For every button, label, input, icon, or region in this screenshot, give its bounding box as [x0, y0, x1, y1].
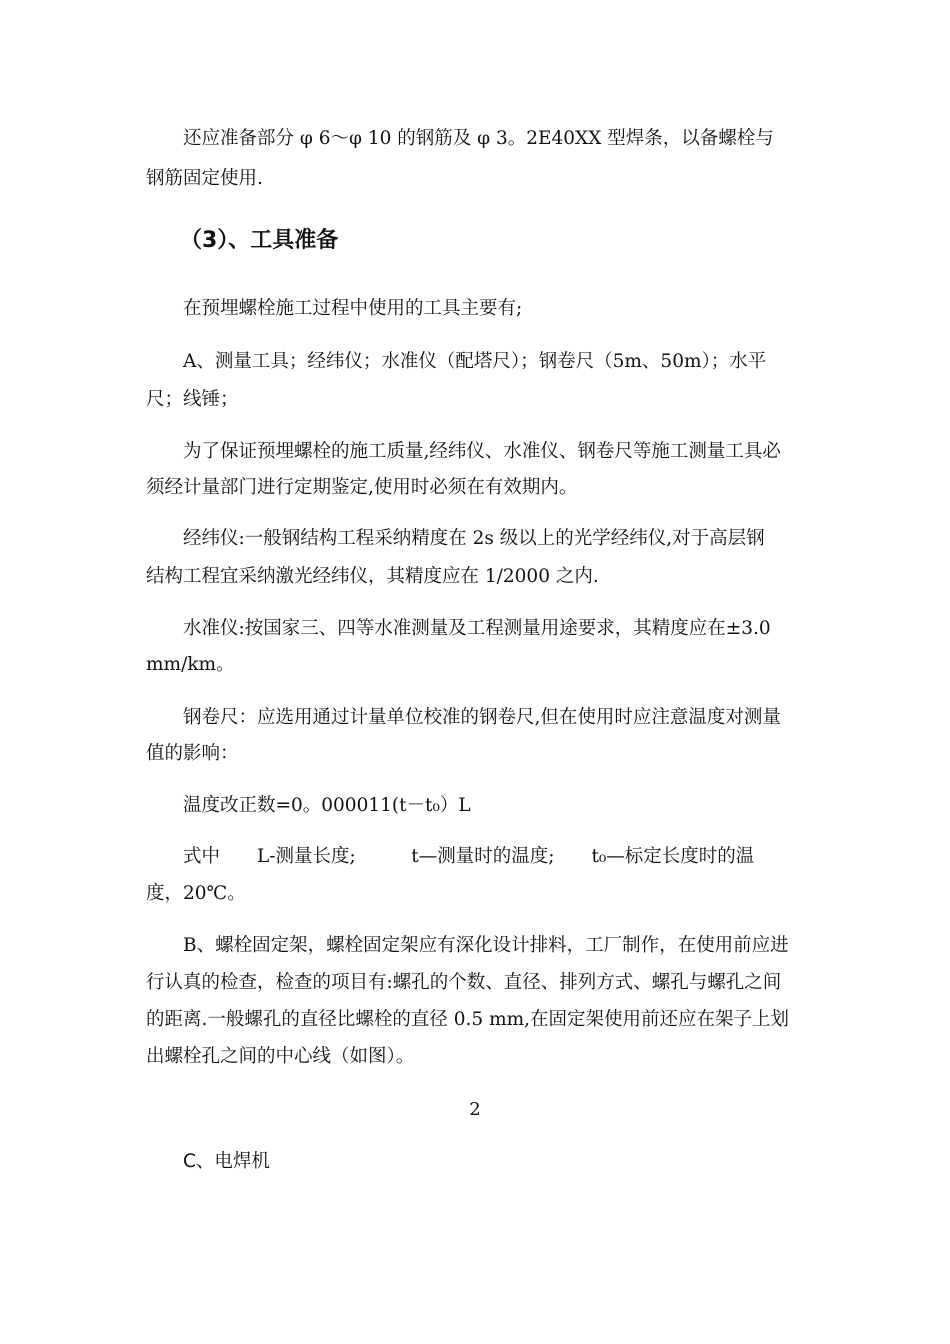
section-heading: （3）、工具准备 [180, 228, 339, 253]
page-number: 2 [469, 1099, 481, 1120]
formula-line: 温度改正数=0。000011(t－t₀）L [183, 795, 471, 816]
paragraph-line: 出螺栓孔之间的中心线（如图）。 [146, 1046, 415, 1067]
paragraph-line: 为了保证预埋螺栓的施工质量,经纬仪、水准仪、钢卷尺等施工测量工具必 [183, 441, 781, 462]
paragraph-line: 还应准备部分 φ 6～φ 10 的钢筋及 φ 3。2E40XX 型焊条，以备螺栓与 [183, 128, 774, 149]
paragraph-line: 度，20℃。 [146, 883, 246, 904]
paragraph-line: C、电焊机 [183, 1151, 270, 1172]
paragraph-line: 行认真的检查，检查的项目有:螺孔的个数、直径、排列方式、螺孔与螺孔之间 [146, 972, 782, 993]
paragraph-line: A、测量工具；经纬仪；水准仪（配塔尺）；钢卷尺（5m、50m）；水平 [183, 351, 767, 372]
paragraph-line: 式中 L-测量长度; t—测量时的温度; t₀—标定长度时的温 [183, 846, 755, 867]
paragraph-line: 的距离.一般螺孔的直径比螺栓的直径 0.5 mm,在固定架使用前还应在架子上划 [146, 1009, 790, 1030]
paragraph-line: 尺；线锤； [146, 389, 239, 410]
paragraph-line: B、螺栓固定架，螺栓固定架应有深化设计排料，工厂制作，在使用前应进 [183, 935, 789, 956]
paragraph-line: 在预埋螺栓施工过程中使用的工具主要有; [183, 298, 523, 319]
paragraph-line: 水准仪:按国家三、四等水准测量及工程测量用途要求，其精度应在±3.0 [183, 618, 771, 639]
paragraph-line: 钢卷尺：应选用通过计量单位校准的钢卷尺,但在使用时应注意温度对测量 [183, 707, 781, 728]
paragraph-line: 结构工程宜采纳激光经纬仪，其精度应在 1/2000 之内. [146, 566, 599, 587]
paragraph-line: 经纬仪:一般钢结构工程采纳精度在 2s 级以上的光学经纬仪,对于高层钢 [183, 528, 765, 549]
paragraph-line: mm/km。 [146, 654, 235, 675]
paragraph-line: 钢筋固定使用. [146, 168, 263, 189]
paragraph-line: 须经计量部门进行定期鉴定,使用时必须在有效期内。 [146, 477, 578, 498]
paragraph-line: 值的影响： [146, 743, 239, 764]
